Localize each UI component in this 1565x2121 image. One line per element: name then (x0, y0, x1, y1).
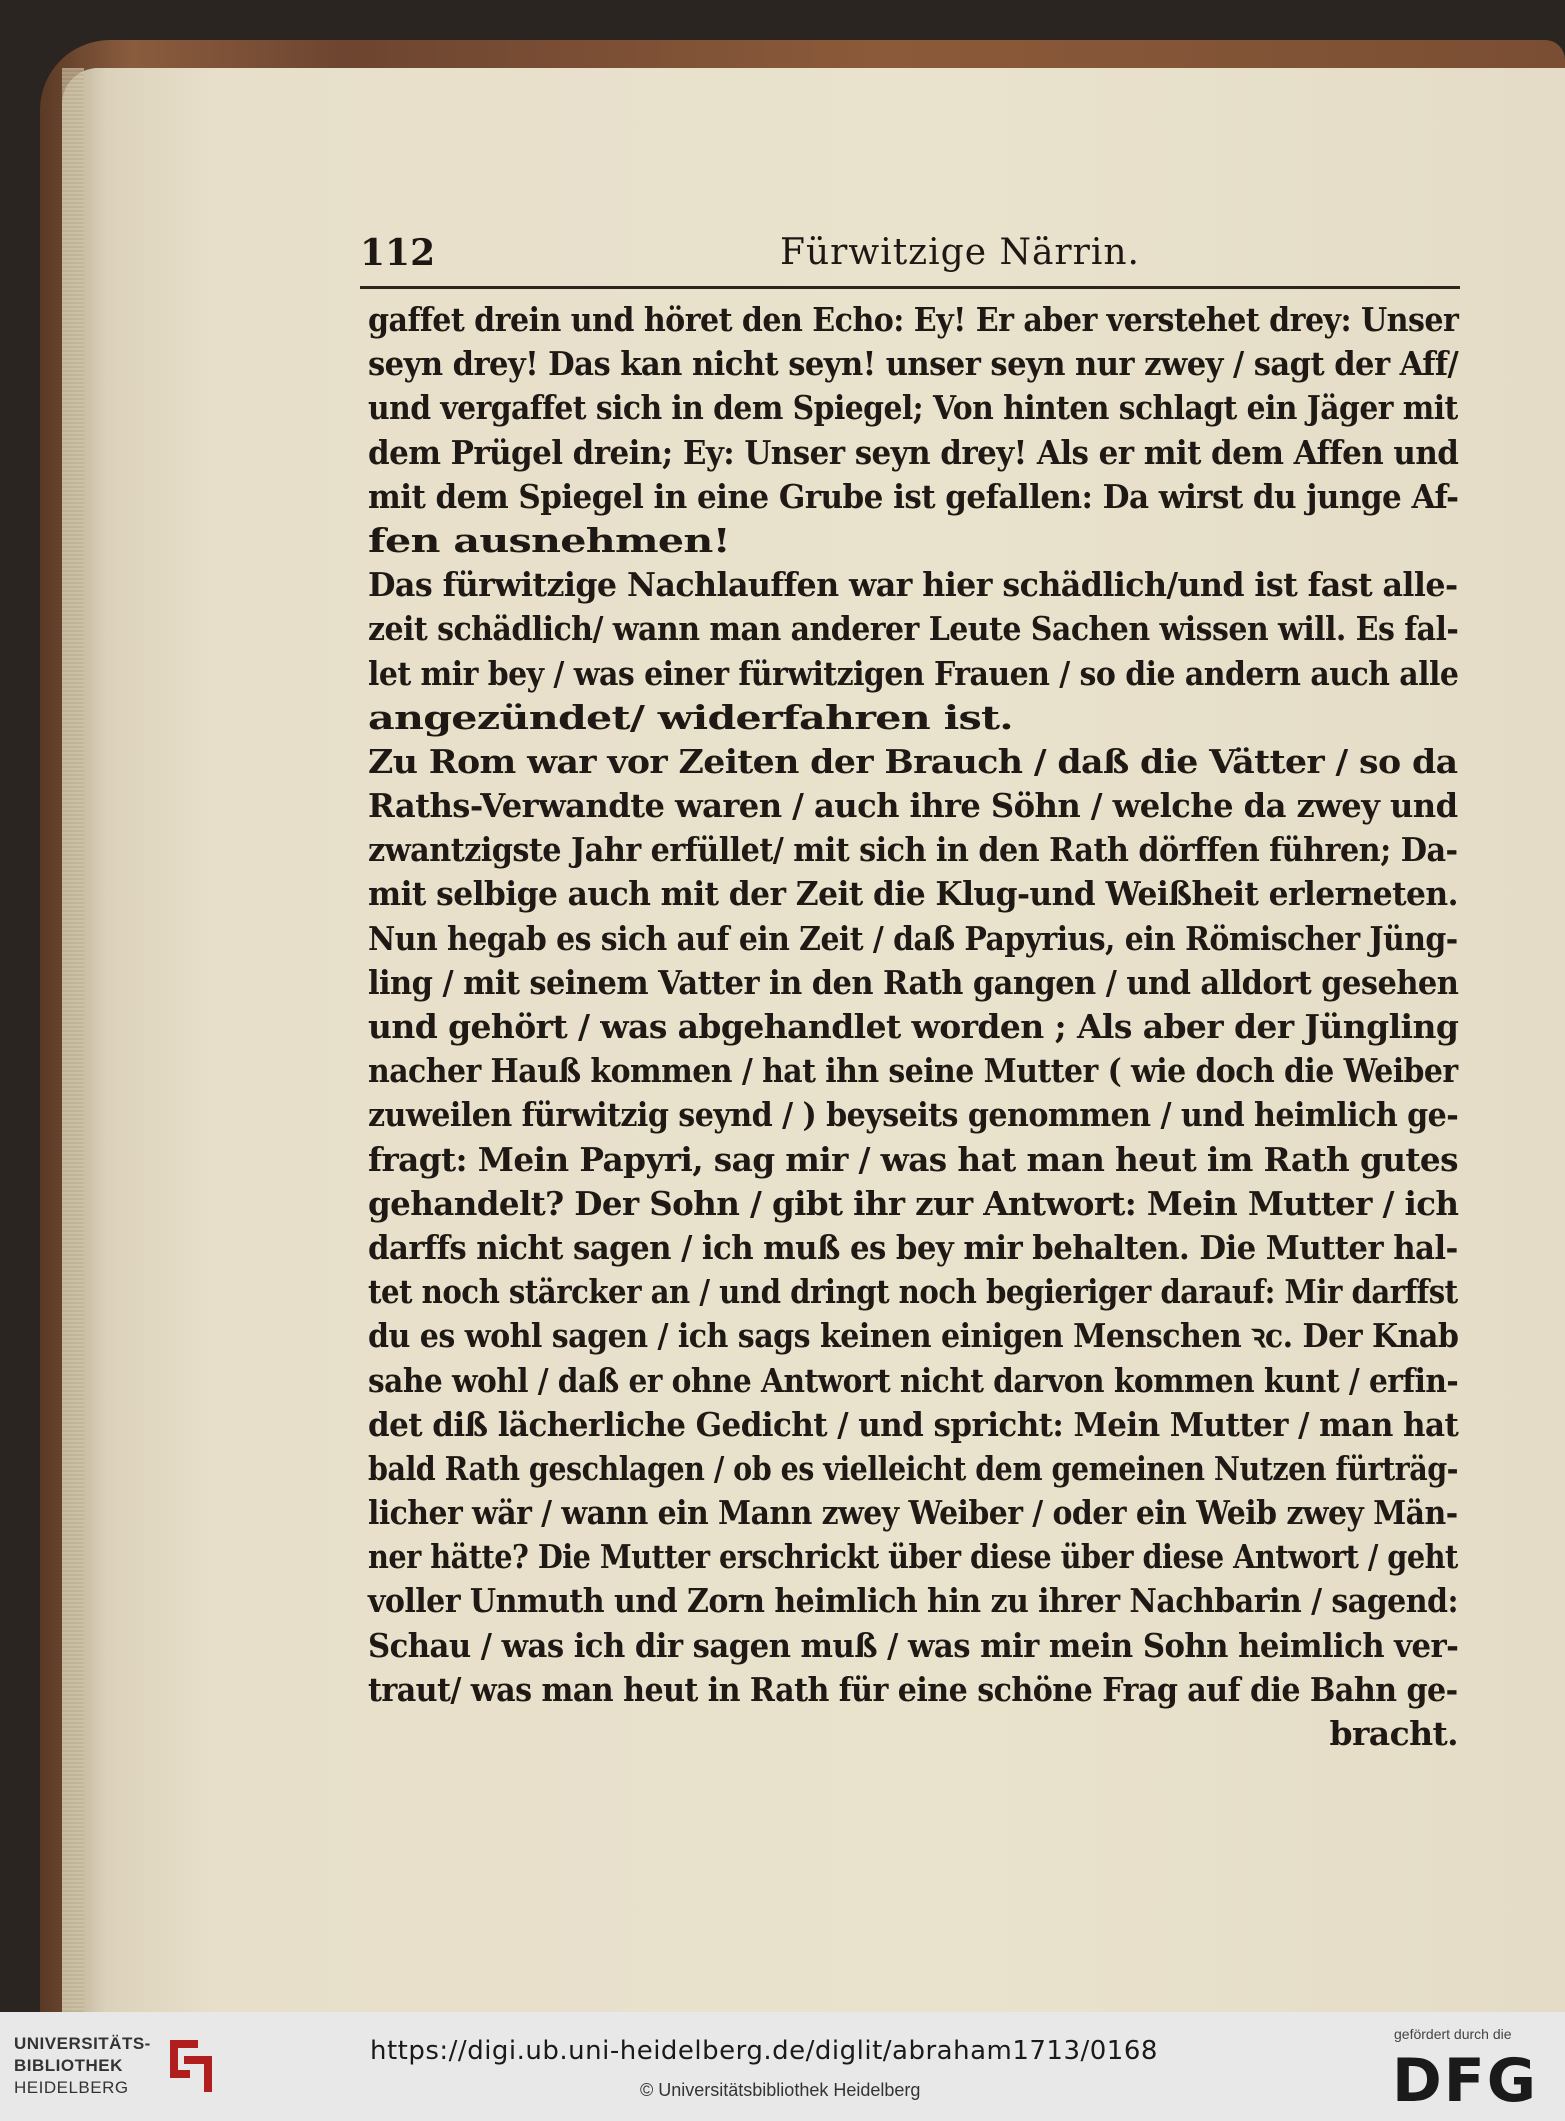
logo-line: UNIVERSITÄTS- (14, 2034, 151, 2053)
text-line: du es wohl sagen / ich sags keinen einigen Menschen ꝛc. Der Knab (368, 1316, 1459, 1356)
page-header (360, 232, 1460, 292)
text-line: fragt: Mein Papyri, sag mir / was hat man heut im Rath gutes (368, 1139, 1458, 1179)
page-url[interactable]: https://digi.ub.uni-heidelberg.de/diglit/abraham1713/0168 (370, 2036, 1158, 2066)
text-line: ling / mit seinem Vatter in den Rath gangen / und alldort gesehen (368, 962, 1459, 1002)
text-line: Nun hegab es sich auf ein Zeit / daß Papyrius, ein Römischer Jüng- (368, 918, 1458, 958)
page-edge (62, 68, 84, 2012)
header-rule (360, 286, 1460, 289)
text-line: nacher Hauß kommen / hat ihn seine Mutter ( wie doch die Weiber (368, 1051, 1458, 1091)
text-line: zeit schädlich/ wann man anderer Leute Sachen wissen will. Es fal- (368, 609, 1459, 649)
text-line: dem Prügel drein; Ey: Unser seyn drey! Als er mit dem Affen und (368, 432, 1459, 472)
text-line: bracht. (1329, 1714, 1458, 1753)
text-line: Schau / was ich dir sagen muß / was mir mein Sohn heimlich ver- (368, 1625, 1459, 1665)
text-line: licher wär / wann ein Mann zwey Weiber / oder ein Weib zwey Män- (368, 1493, 1458, 1533)
text-line: gehandelt? Der Sohn / gibt ihr zur Antwort: Mein Mutter / ich (368, 1183, 1459, 1223)
text-line: voller Unmuth und Zorn heimlich hin zu ihrer Nachbarin / sagend: (368, 1581, 1459, 1621)
text-line: ner hätte? Die Mutter erschrickt über diese über diese Antwort / geht (368, 1537, 1458, 1577)
library-logo[interactable] (0, 2012, 240, 2121)
copyright-notice: © Universitätsbibliothek Heidelberg (640, 2080, 921, 2100)
text-line: gaffet drein und höret den Echo: Ey! Er aber verstehet drey: Unser (368, 300, 1459, 339)
text-line: darffs nicht sagen / ich muß es bey mir behalten. Die Mutter hal- (368, 1227, 1458, 1267)
text-line: seyn drey! Das kan nicht seyn! unser seyn nur zwey / sagt der Aff/ (368, 344, 1459, 384)
text-line: und vergaffet sich in dem Spiegel; Von hinten schlagt ein Jäger mit (368, 388, 1458, 428)
text-line: mit selbige auch mit der Zeit die Klug-und Weißheit erlerneten. (368, 874, 1458, 914)
text-line: fen ausnehmen! (368, 520, 731, 560)
text-line: tet noch stärcker an / und dringt noch begieriger darauf: Mir darffst (368, 1272, 1458, 1312)
funding-label: gefördert durch die (1394, 2026, 1512, 2042)
text-line: Das fürwitzige Nachlauffen war hier schädlich/und ist fast alle- (368, 565, 1458, 605)
logo-line: HEIDELBERG (14, 2078, 129, 2097)
page-number: 112 (360, 232, 436, 274)
logo-line: BIBLIOTHEK (14, 2056, 123, 2075)
text-line: mit dem Spiegel in eine Grube ist gefallen: Da wirst du junge Af- (368, 476, 1459, 516)
text-line: sahe wohl / daß er ohne Antwort nicht darvon kommen kunt / erfin- (368, 1360, 1459, 1400)
text-line: zwantzigste Jahr erfüllet/ mit sich in den Rath dörffen führen; Da- (368, 830, 1458, 870)
text-line: bald Rath geschlagen / ob es vielleicht dem gemeinen Nutzen fürträg- (368, 1448, 1458, 1488)
text-line: und gehört / was abgehandlet worden ; Als aber der Jüngling (368, 1007, 1459, 1046)
text-line: traut/ was man heut in Rath für eine schöne Frag auf die Bahn ge- (368, 1669, 1458, 1709)
page-text (368, 298, 1458, 1756)
text-line: det diß lächerliche Gedicht / und spricht: Mein Mutter / man hat (368, 1404, 1459, 1444)
library-emblem-icon (160, 2030, 220, 2102)
viewer-footer (0, 2012, 1565, 2121)
running-head: Fürwitzige Närrin. (780, 232, 1140, 273)
dfg-logo[interactable]: DFG (1392, 2046, 1539, 2116)
text-line: Zu Rom war vor Zeiten der Brauch / daß die Vätter / so da (368, 741, 1458, 781)
text-line: let mir bey / was einer fürwitzigen Frauen / so die andern auch alle (368, 653, 1459, 693)
text-line: angezündet/ widerfahren ist. (368, 697, 1013, 737)
text-line: Raths-Verwandte waren / auch ihre Söhn / welche da zwey und (368, 786, 1458, 826)
text-line: zuweilen fürwitzig seynd / ) beyseits genommen / und heimlich ge- (368, 1095, 1459, 1135)
